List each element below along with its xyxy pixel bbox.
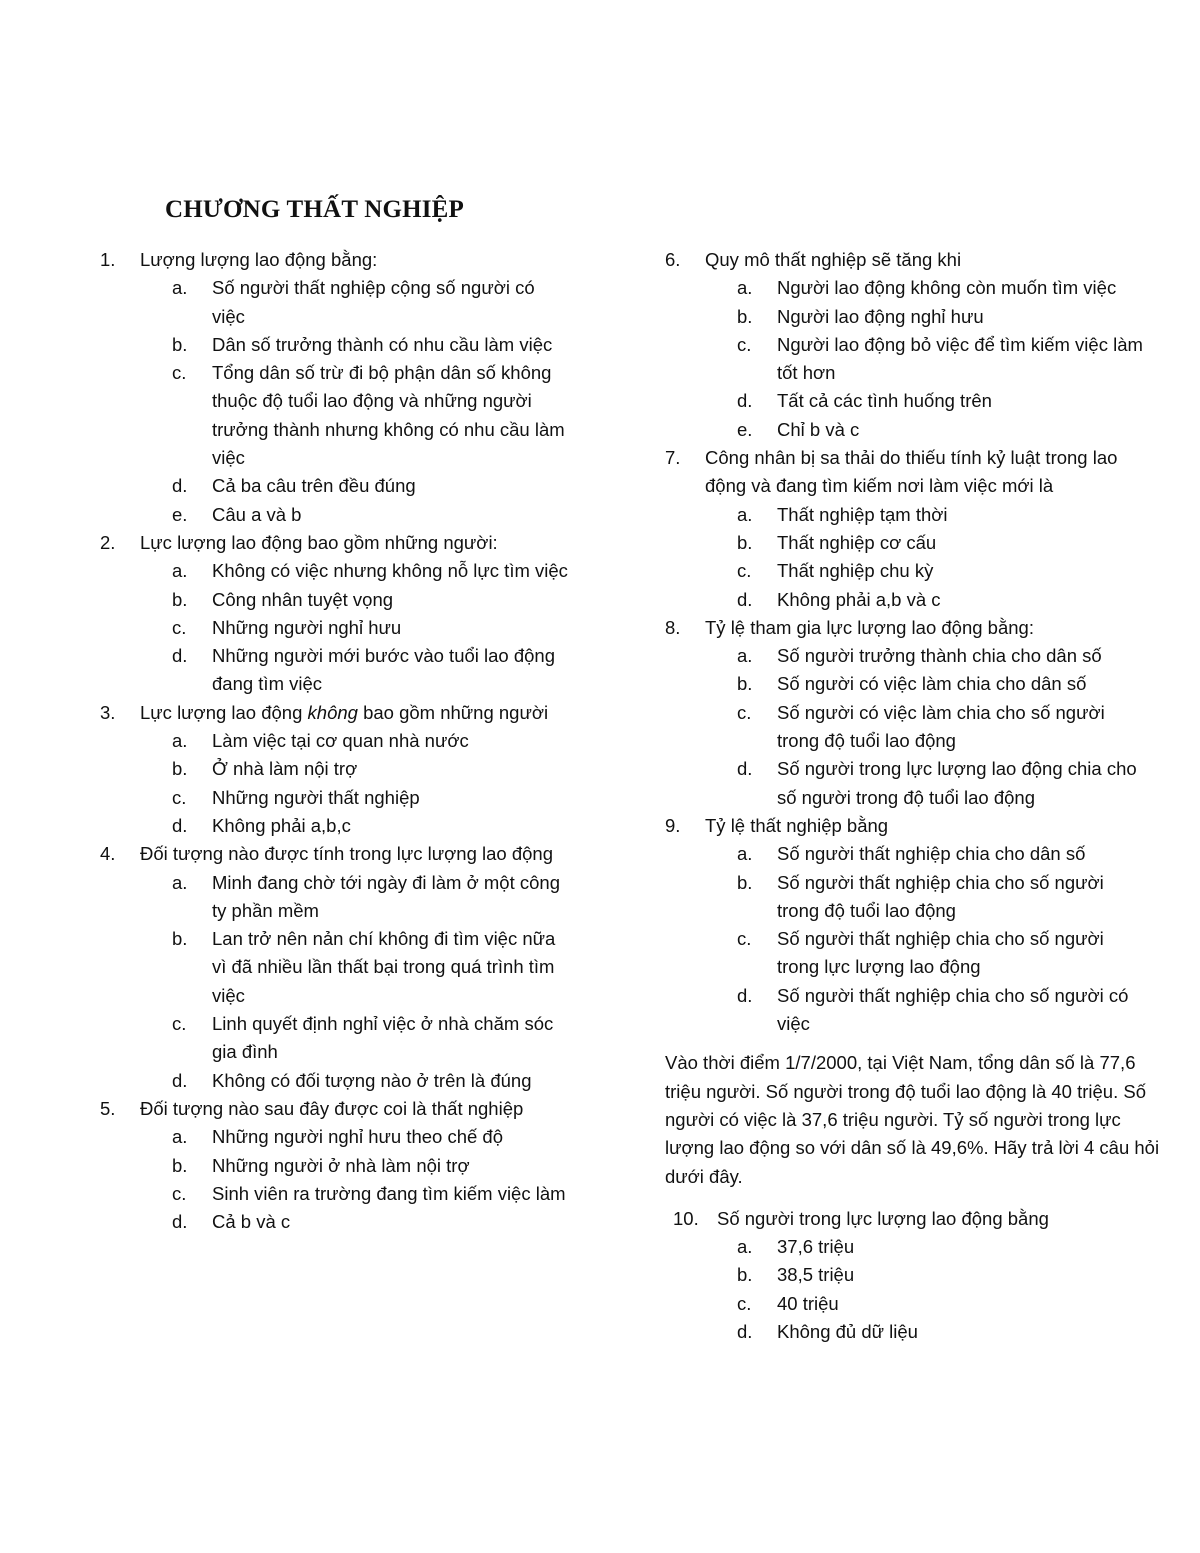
option-d [737, 387, 1145, 415]
option-text: Số người thất nghiệp chia cho số người có việc [777, 984, 1129, 1035]
option-d [172, 472, 570, 500]
option-text: Linh quyết định nghỉ việc ở nhà chăm sóc gia đình [212, 1013, 554, 1063]
option-b [737, 529, 1145, 557]
option-text: Thất nghiệp tạm thời [777, 503, 948, 525]
option-letter: b. [737, 871, 753, 893]
option-text: Không có đối tượng nào ở trên là đúng [212, 1069, 532, 1091]
question-number: 1. [100, 249, 116, 270]
option-letter: d. [172, 645, 188, 667]
option-text: Ở nhà làm nội trợ [212, 758, 358, 780]
option-text: Số người trong lực lượng lao động chia cho số người trong độ tuổi lao động [777, 758, 1137, 808]
option-d [172, 642, 570, 699]
question-8 [665, 614, 1145, 812]
option-c [737, 925, 1145, 982]
option-text: Thất nghiệp cơ cấu [777, 531, 937, 553]
question-text-emphasis: không [307, 701, 358, 723]
question-text: Tỷ lệ tham gia lực lượng lao động bằng: [705, 616, 1034, 638]
option-letter: a. [172, 1126, 188, 1148]
option-text: Minh đang chờ tới ngày đi làm ở một công ty phần mềm [212, 871, 560, 921]
option-letter: c. [737, 701, 752, 723]
option-letter: a. [172, 730, 188, 752]
option-text: Sinh viên ra trường đang tìm kiếm việc làm [212, 1182, 566, 1204]
option-letter: a. [737, 277, 753, 299]
option-c [737, 1290, 1145, 1318]
option-text: Số người thất nghiệp cộng số người có việc [212, 277, 535, 327]
option-b [172, 1152, 570, 1180]
option-letter: a. [172, 871, 188, 893]
option-letter: d. [737, 758, 753, 780]
option-c [172, 359, 570, 472]
option-letter: d. [737, 588, 753, 610]
option-letter: a. [737, 843, 753, 865]
question-text-part: Lực lượng lao động [140, 701, 308, 723]
option-text: Công nhân tuyệt vọng [212, 588, 394, 610]
option-text: 37,6 triệu [777, 1236, 855, 1258]
question-5 [100, 1095, 570, 1236]
option-a [737, 642, 1145, 670]
question-number: 7. [665, 447, 681, 469]
option-letter: c. [737, 560, 752, 582]
option-c [737, 557, 1145, 585]
option-text: Số người có việc làm chia cho số người trong độ tuổi lao động [777, 701, 1105, 752]
option-text: Cả ba câu trên đều đúng [212, 475, 416, 497]
question-number: 4. [100, 843, 116, 865]
question-9 [665, 812, 1145, 1038]
option-b [737, 670, 1145, 698]
question-6 [665, 246, 1145, 444]
option-a [172, 1123, 570, 1151]
option-letter: a. [737, 1236, 753, 1258]
option-text: Những người mới bước vào tuổi lao động đang tìm việc [212, 645, 555, 695]
option-letter: b. [172, 758, 188, 780]
option-text: 38,5 triệu [777, 1264, 855, 1286]
option-text: Không phải a,b,c [212, 814, 351, 836]
option-d [737, 982, 1145, 1039]
question-number: 5. [100, 1097, 116, 1119]
option-text: Không có việc nhưng không nỗ lực tìm việc [212, 560, 568, 582]
question-number: 2. [100, 531, 116, 553]
option-text: Số người trưởng thành chia cho dân số [777, 645, 1102, 667]
option-letter: d. [737, 390, 753, 412]
option-text: Số người thất nghiệp chia cho dân số [777, 843, 1086, 865]
option-text: Tổng dân số trừ đi bộ phận dân số không thuộc độ tuổi lao động và những người trưởng thành nhưng không có nhu cầu làm việc [212, 362, 565, 469]
option-letter: c. [737, 333, 752, 355]
option-e [737, 416, 1145, 444]
question-2 [100, 529, 570, 699]
option-b [172, 925, 570, 1010]
option-c [737, 331, 1145, 388]
question-number: 6. [665, 249, 681, 270]
question-10 [665, 1205, 1145, 1346]
left-column [100, 246, 570, 1236]
question-number: 9. [665, 814, 681, 836]
page-title: CHƯƠNG THẤT NGHIỆP [165, 196, 465, 223]
question-text: Số người trong lực lượng lao động bằng [717, 1207, 1049, 1229]
option-text: Thất nghiệp chu kỳ [777, 560, 934, 582]
option-text: Không phải a,b và c [777, 588, 941, 610]
option-d [737, 586, 1145, 614]
option-letter: b. [737, 673, 753, 695]
right-column [665, 246, 1160, 1346]
option-text: Cả b và c [212, 1211, 291, 1233]
option-letter: b. [737, 531, 753, 553]
option-text: Số người có việc làm chia cho dân số [777, 673, 1087, 695]
option-letter: e. [737, 418, 753, 440]
option-a [737, 501, 1145, 529]
option-letter: b. [172, 1154, 188, 1176]
question-text: Quy mô thất nghiệp sẽ tăng khi [705, 249, 962, 270]
option-text: Câu a và b [212, 503, 302, 525]
option-text: Làm việc tại cơ quan nhà nước [212, 730, 469, 752]
option-text: Số người thất nghiệp chia cho số người trong lực lượng lao động [777, 928, 1104, 978]
option-letter: a. [737, 503, 753, 525]
question-text: Công nhân bị sa thải do thiếu tính kỷ luật trong lao động và đang tìm kiếm nơi làm việc mới là [705, 447, 1118, 497]
option-a [172, 274, 570, 331]
option-text: Người lao động nghỉ hưu [777, 305, 984, 327]
option-letter: d. [172, 1211, 188, 1233]
option-d [172, 1067, 570, 1095]
option-letter: c. [172, 1013, 187, 1035]
option-letter: c. [172, 786, 187, 808]
question-4 [100, 840, 570, 1095]
option-letter: d. [172, 814, 188, 836]
passage-paragraph: Vào thời điểm 1/7/2000, tại Việt Nam, tổng dân số là 77,6 triệu người. Số người trong độ tuổi lao động là 40 triệu. Số người có việc là 37,6 triệu người. Tỷ số người trong lực lượng lao động so với dân số là 49,6%. Hãy trả lời 4 câu hỏi dưới đây. [665, 1052, 1160, 1187]
question-text: Lực lượng lao động bao gồm những người: [140, 531, 498, 553]
option-letter: a. [737, 645, 753, 667]
option-text: Người lao động bỏ việc để tìm kiếm việc làm tốt hơn [777, 333, 1143, 384]
option-letter: b. [172, 333, 188, 355]
option-letter: c. [172, 362, 187, 384]
option-a [172, 869, 570, 926]
option-text: Những người thất nghiệp [212, 786, 420, 808]
option-letter: e. [172, 503, 188, 525]
option-letter: c. [172, 1182, 187, 1204]
option-text: 40 triệu [777, 1292, 839, 1314]
option-a [737, 274, 1145, 302]
option-a [172, 727, 570, 755]
option-b [737, 869, 1145, 926]
question-3 [100, 699, 570, 840]
option-d [737, 755, 1145, 812]
question-text: Đối tượng nào được tính trong lực lượng lao động [140, 843, 553, 865]
question-text: Lượng lượng lao động bằng: [140, 249, 378, 270]
option-d [737, 1318, 1145, 1346]
option-letter: d. [172, 1069, 188, 1091]
option-text: Những người nghỉ hưu [212, 616, 402, 638]
option-a [737, 1233, 1145, 1261]
option-c [172, 1180, 570, 1208]
option-b [737, 303, 1145, 331]
option-letter: c. [172, 616, 187, 638]
question-1 [100, 246, 570, 529]
question-number: 3. [100, 701, 116, 723]
option-letter: c. [737, 1292, 752, 1314]
option-e [172, 501, 570, 529]
option-letter: d. [172, 475, 188, 497]
option-b [737, 1261, 1145, 1289]
option-d [172, 812, 570, 840]
question-text-part: bao gồm những người [357, 701, 549, 723]
option-c [172, 1010, 570, 1067]
option-a [737, 840, 1145, 868]
option-text: Số người thất nghiệp chia cho số người trong độ tuổi lao động [777, 871, 1104, 921]
option-text: Dân số trưởng thành có nhu cầu làm việc [212, 333, 553, 355]
option-text: Chỉ b và c [777, 418, 860, 440]
option-letter: b. [172, 588, 188, 610]
option-letter: b. [172, 928, 188, 950]
option-letter: d. [737, 1320, 753, 1342]
question-text: Tỷ lệ thất nghiệp bằng [705, 814, 889, 836]
option-text: Người lao động không còn muốn tìm việc [777, 277, 1117, 299]
option-text: Những người nghỉ hưu theo chế độ [212, 1126, 504, 1148]
option-letter: b. [737, 305, 753, 327]
option-b [172, 755, 570, 783]
option-c [737, 699, 1145, 756]
question-number: 10. [673, 1207, 699, 1229]
question-text [140, 699, 570, 727]
option-letter: d. [737, 984, 753, 1006]
option-text: Những người ở nhà làm nội trợ [212, 1154, 470, 1176]
question-number: 8. [665, 616, 681, 638]
option-b [172, 331, 570, 359]
option-letter: a. [172, 560, 188, 582]
option-d [172, 1208, 570, 1236]
option-text: Lan trở nên nản chí không đi tìm việc nữa vì đã nhiều lần thất bại trong quá trình tìm việc [212, 928, 556, 1006]
question-7 [665, 444, 1145, 614]
option-letter: b. [737, 1264, 753, 1286]
option-letter: a. [172, 277, 188, 299]
option-letter: c. [737, 928, 752, 950]
option-c [172, 784, 570, 812]
option-text: Tất cả các tình huống trên [777, 390, 992, 412]
option-a [172, 557, 570, 585]
option-c [172, 614, 570, 642]
option-b [172, 586, 570, 614]
option-text: Không đủ dữ liệu [777, 1320, 918, 1342]
question-text: Đối tượng nào sau đây được coi là thất nghiệp [140, 1097, 524, 1119]
